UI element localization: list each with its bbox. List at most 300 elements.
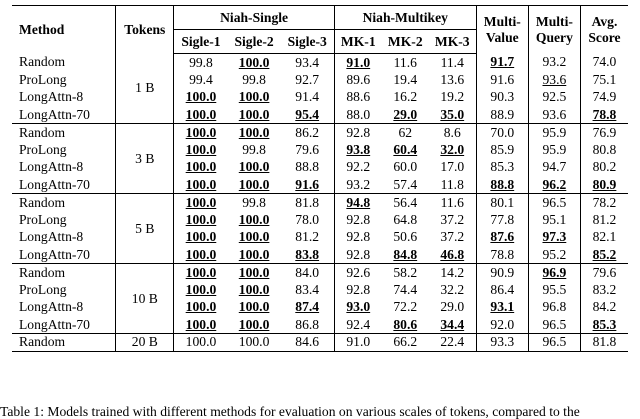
value-text: 92.4 (346, 316, 371, 332)
method-cell: LongAttn-70 (12, 176, 116, 194)
value-cell (228, 246, 281, 264)
value-text: 100.0 (238, 106, 270, 122)
value-text: 100.0 (185, 264, 217, 280)
value-cell (382, 246, 429, 264)
value-cell (528, 141, 580, 159)
value-text: 78.8 (592, 106, 617, 122)
value-text: 16.2 (393, 89, 418, 105)
table-body (12, 54, 628, 352)
value-text: 84.6 (295, 334, 320, 350)
value-text: 11.8 (440, 176, 464, 192)
value-text: 93.0 (346, 299, 371, 315)
value-cell (334, 334, 382, 352)
value-cell (429, 211, 477, 229)
avg-line2: Score (588, 29, 621, 45)
table-row (12, 106, 628, 124)
value-cell (429, 246, 477, 264)
value-text: 95.5 (542, 281, 567, 297)
value-text: 60.0 (393, 159, 418, 175)
value-text: 97.3 (542, 229, 567, 245)
value-text: 84.8 (393, 246, 418, 262)
value-text: 85.2 (592, 246, 617, 262)
value-text: 84.0 (295, 264, 320, 280)
value-text: 93.6 (542, 106, 567, 122)
value-cell (334, 176, 382, 194)
value-text: 66.2 (393, 334, 418, 350)
value-cell (528, 211, 580, 229)
value-cell (382, 71, 429, 89)
value-text: 100.0 (238, 89, 270, 105)
method-cell: LongAttn-70 (12, 316, 116, 334)
tokens-cell: 10 B (116, 264, 174, 334)
value-cell (528, 316, 580, 334)
value-cell (429, 106, 477, 124)
table-row (12, 141, 628, 159)
table-caption: Table 1: Models trained with different methods for evaluation on various scales of tokens, compared to the (0, 404, 580, 419)
value-text: 95.4 (295, 106, 320, 122)
value-text: 100.0 (238, 124, 270, 140)
value-text: 88.9 (490, 106, 515, 122)
method-cell: Random (12, 124, 116, 142)
value-cell (228, 71, 281, 89)
multi-query-line2: Query (535, 29, 573, 45)
value-cell (382, 229, 429, 247)
value-cell (382, 106, 429, 124)
value-cell (281, 124, 335, 142)
value-cell (174, 159, 228, 177)
value-text: 100.0 (185, 281, 217, 297)
value-text: 100.0 (185, 89, 217, 105)
value-cell (174, 54, 228, 72)
value-text: 37.2 (440, 211, 465, 227)
value-cell (334, 141, 382, 159)
value-text: 92.7 (295, 71, 320, 87)
value-text: 89.6 (346, 71, 371, 87)
method-cell: LongAttn-70 (12, 246, 116, 264)
value-cell (174, 194, 228, 212)
value-cell (281, 106, 335, 124)
value-cell (334, 124, 382, 142)
col-header-method: Method (12, 6, 116, 54)
value-text: 92.8 (346, 246, 371, 262)
value-text: 8.6 (443, 124, 461, 140)
value-text: 35.0 (440, 106, 465, 122)
value-text: 100.0 (238, 54, 270, 70)
value-text: 99.8 (242, 141, 266, 157)
method-cell: Random (12, 54, 116, 72)
value-text: 88.0 (346, 106, 371, 122)
method-cell: Random (12, 334, 116, 352)
value-cell (382, 316, 429, 334)
value-cell (476, 141, 528, 159)
table-row (12, 316, 628, 334)
value-cell (174, 71, 228, 89)
value-cell (429, 159, 477, 177)
multi-value-line2: Value (485, 29, 519, 45)
value-text: 86.4 (490, 281, 515, 297)
value-cell (528, 71, 580, 89)
value-cell (429, 264, 477, 282)
value-text: 32.0 (440, 141, 465, 157)
value-cell (429, 299, 477, 317)
value-cell (281, 141, 335, 159)
value-cell (281, 211, 335, 229)
niah-single-label: Niah-Single (220, 9, 289, 25)
value-cell (528, 334, 580, 352)
value-text: 91.0 (346, 54, 371, 70)
value-text: 99.8 (242, 71, 266, 87)
value-cell (528, 194, 580, 212)
value-cell (334, 281, 382, 299)
value-text: 17.0 (440, 159, 465, 175)
value-text: 93.1 (490, 299, 515, 315)
value-text: 74.9 (592, 89, 617, 105)
value-cell (382, 89, 429, 107)
value-text: 78.8 (490, 246, 515, 262)
value-text: 78.0 (295, 211, 320, 227)
value-cell (281, 281, 335, 299)
value-text: 100.0 (238, 229, 270, 245)
value-text: 91.7 (490, 54, 515, 70)
value-cell (228, 106, 281, 124)
value-cell (228, 124, 281, 142)
value-cell (281, 299, 335, 317)
value-text: 93.6 (542, 71, 567, 87)
value-cell (528, 229, 580, 247)
value-cell (476, 246, 528, 264)
value-text: 85.9 (490, 141, 515, 157)
value-text: 100.0 (238, 176, 270, 192)
value-text: 82.1 (592, 229, 617, 245)
value-cell (580, 211, 628, 229)
avg-line1: Avg. (591, 13, 618, 29)
value-cell (429, 141, 477, 159)
value-text: 62 (398, 124, 413, 140)
value-cell (228, 159, 281, 177)
table-row (12, 176, 628, 194)
value-text: 100.0 (185, 106, 217, 122)
table-row (12, 229, 628, 247)
value-text: 85.3 (490, 159, 515, 175)
value-cell (334, 194, 382, 212)
value-cell (382, 124, 429, 142)
value-text: 95.1 (542, 211, 567, 227)
value-cell (429, 334, 477, 352)
col-header-multi-value (476, 6, 528, 54)
value-cell (281, 176, 335, 194)
col-header-sigle-1: Sigle-1 (174, 30, 228, 54)
value-cell (228, 211, 281, 229)
value-text: 76.9 (592, 124, 617, 140)
value-text: 93.4 (295, 54, 320, 70)
value-cell (334, 229, 382, 247)
multi-query-line1: Multi- (535, 13, 573, 29)
value-cell (580, 141, 628, 159)
value-text: 87.6 (490, 229, 515, 245)
value-cell (429, 316, 477, 334)
value-text: 96.9 (542, 264, 567, 280)
value-text: 96.5 (542, 334, 567, 350)
value-cell (281, 54, 335, 72)
value-text: 93.2 (346, 176, 371, 192)
value-cell (476, 229, 528, 247)
value-cell (382, 299, 429, 317)
value-cell (174, 106, 228, 124)
value-cell (174, 264, 228, 282)
value-text: 92.8 (346, 211, 371, 227)
value-cell (228, 281, 281, 299)
value-text: 93.2 (542, 54, 567, 70)
value-cell (382, 334, 429, 352)
value-cell (281, 264, 335, 282)
value-text: 92.0 (490, 316, 515, 332)
value-text: 94.7 (542, 159, 567, 175)
value-cell (476, 89, 528, 107)
value-cell (580, 246, 628, 264)
value-cell (281, 334, 335, 352)
value-text: 100.0 (185, 211, 217, 227)
value-text: 13.6 (440, 71, 465, 87)
value-text: 100.0 (238, 264, 270, 280)
value-text: 99.8 (242, 194, 266, 210)
value-cell (334, 246, 382, 264)
value-cell (228, 334, 281, 352)
value-text: 100.0 (185, 334, 217, 350)
value-cell (476, 54, 528, 72)
value-text: 77.8 (490, 211, 515, 227)
value-cell (281, 194, 335, 212)
value-text: 50.6 (393, 229, 418, 245)
value-text: 79.6 (592, 264, 617, 280)
value-text: 57.4 (393, 176, 418, 192)
value-cell (382, 159, 429, 177)
method-cell: LongAttn-8 (12, 229, 116, 247)
value-text: 80.8 (592, 141, 617, 157)
value-text: 60.4 (393, 141, 418, 157)
value-text: 11.4 (440, 54, 464, 70)
table-row (12, 334, 628, 352)
value-cell (476, 71, 528, 89)
value-text: 83.4 (295, 281, 320, 297)
value-cell (334, 264, 382, 282)
multi-value-line1: Multi- (483, 13, 521, 29)
table-row (12, 54, 628, 72)
value-text: 100.0 (238, 299, 270, 315)
method-cell: LongAttn-8 (12, 159, 116, 177)
value-text: 81.8 (592, 334, 617, 350)
value-text: 92.8 (346, 229, 371, 245)
col-header-sigle-2: Sigle-2 (228, 30, 281, 54)
value-cell (174, 229, 228, 247)
value-text: 78.2 (592, 194, 617, 210)
value-cell (334, 211, 382, 229)
value-cell (528, 299, 580, 317)
value-cell (281, 316, 335, 334)
value-cell (429, 71, 477, 89)
value-text: 87.4 (295, 299, 320, 315)
tokens-cell: 1 B (116, 54, 174, 124)
method-cell: ProLong (12, 71, 116, 89)
value-cell (476, 299, 528, 317)
value-cell (476, 316, 528, 334)
value-text: 83.8 (295, 246, 320, 262)
value-cell (528, 124, 580, 142)
value-cell (476, 211, 528, 229)
value-cell (528, 246, 580, 264)
value-text: 88.8 (490, 176, 515, 192)
value-cell (174, 176, 228, 194)
value-cell (382, 264, 429, 282)
value-text: 72.2 (393, 299, 418, 315)
value-text: 85.3 (592, 316, 617, 332)
value-text: 46.8 (440, 246, 465, 262)
value-cell (580, 54, 628, 72)
table-row (12, 246, 628, 264)
method-cell: LongAttn-8 (12, 299, 116, 317)
value-cell (580, 334, 628, 352)
value-cell (334, 316, 382, 334)
table-row (12, 264, 628, 282)
method-cell: Random (12, 264, 116, 282)
col-header-sigle-3: Sigle-3 (281, 30, 335, 54)
value-cell (281, 159, 335, 177)
value-cell (580, 124, 628, 142)
value-cell (528, 89, 580, 107)
value-text: 74.0 (592, 54, 617, 70)
value-text: 75.1 (592, 71, 617, 87)
value-text: 100.0 (185, 141, 217, 157)
value-text: 100.0 (185, 176, 217, 192)
value-text: 100.0 (185, 246, 217, 262)
value-cell (580, 159, 628, 177)
value-text: 100.0 (185, 159, 217, 175)
value-text: 100.0 (238, 246, 270, 262)
value-text: 91.6 (295, 176, 320, 192)
value-cell (174, 281, 228, 299)
value-cell (228, 176, 281, 194)
value-cell (174, 211, 228, 229)
table-row (12, 89, 628, 107)
value-cell (228, 229, 281, 247)
value-cell (228, 299, 281, 317)
value-text: 96.2 (542, 176, 567, 192)
value-text: 83.2 (592, 281, 617, 297)
value-cell (174, 334, 228, 352)
value-text: 100.0 (185, 299, 217, 315)
value-text: 99.4 (189, 71, 213, 87)
value-cell (334, 299, 382, 317)
value-cell (580, 194, 628, 212)
value-cell (476, 124, 528, 142)
value-text: 37.2 (440, 229, 465, 245)
value-text: 80.9 (592, 176, 617, 192)
value-cell (174, 141, 228, 159)
value-text: 86.8 (295, 316, 320, 332)
tokens-cell: 3 B (116, 124, 174, 194)
value-text: 100.0 (185, 194, 217, 210)
value-cell (528, 159, 580, 177)
value-text: 92.8 (346, 124, 371, 140)
method-cell: Random (12, 194, 116, 212)
value-text: 99.8 (189, 54, 213, 70)
value-cell (580, 264, 628, 282)
col-header-niah-single (174, 6, 334, 30)
value-text: 86.2 (295, 124, 320, 140)
value-text: 11.6 (393, 54, 417, 70)
value-cell (528, 106, 580, 124)
value-cell (580, 71, 628, 89)
value-text: 19.4 (393, 71, 418, 87)
method-cell: ProLong (12, 141, 116, 159)
value-cell (382, 211, 429, 229)
value-text: 84.2 (592, 299, 617, 315)
table-row (12, 211, 628, 229)
value-text: 90.9 (490, 264, 515, 280)
col-header-avg-score (580, 6, 628, 54)
value-text: 100.0 (238, 281, 270, 297)
value-text: 95.2 (542, 246, 567, 262)
value-text: 92.5 (542, 89, 567, 105)
value-cell (174, 316, 228, 334)
value-text: 29.0 (440, 299, 465, 315)
value-text: 100.0 (238, 334, 270, 350)
value-cell (429, 194, 477, 212)
tokens-cell: 5 B (116, 194, 174, 264)
value-cell (476, 106, 528, 124)
value-text: 96.8 (542, 299, 567, 315)
value-cell (580, 229, 628, 247)
value-cell (334, 89, 382, 107)
value-cell (174, 299, 228, 317)
value-text: 91.0 (346, 334, 371, 350)
table-row (12, 299, 628, 317)
value-text: 32.2 (440, 281, 465, 297)
value-text: 92.8 (346, 281, 371, 297)
value-text: 93.3 (490, 334, 515, 350)
value-text: 22.4 (440, 334, 465, 350)
value-cell (334, 54, 382, 72)
value-cell (281, 89, 335, 107)
value-cell (382, 281, 429, 299)
value-text: 19.2 (440, 89, 465, 105)
value-text: 92.2 (346, 159, 371, 175)
value-text: 100.0 (238, 211, 270, 227)
value-text: 95.9 (542, 124, 567, 140)
value-text: 81.2 (592, 211, 617, 227)
col-header-tokens: Tokens (116, 6, 174, 54)
value-cell (382, 194, 429, 212)
method-cell: LongAttn-8 (12, 89, 116, 107)
table-row (12, 281, 628, 299)
value-cell (476, 281, 528, 299)
value-cell (429, 54, 477, 72)
table-row (12, 124, 628, 142)
value-cell (281, 71, 335, 89)
value-text: 56.4 (393, 194, 418, 210)
value-text: 96.5 (542, 194, 567, 210)
value-text: 80.1 (490, 194, 515, 210)
value-text: 58.2 (393, 264, 418, 280)
value-text: 100.0 (238, 316, 270, 332)
value-cell (580, 316, 628, 334)
value-cell (476, 264, 528, 282)
method-cell: LongAttn-70 (12, 106, 116, 124)
value-cell (528, 281, 580, 299)
value-cell (528, 264, 580, 282)
value-text: 34.4 (440, 316, 465, 332)
col-header-mk-1: MK-1 (334, 30, 382, 54)
value-cell (429, 281, 477, 299)
